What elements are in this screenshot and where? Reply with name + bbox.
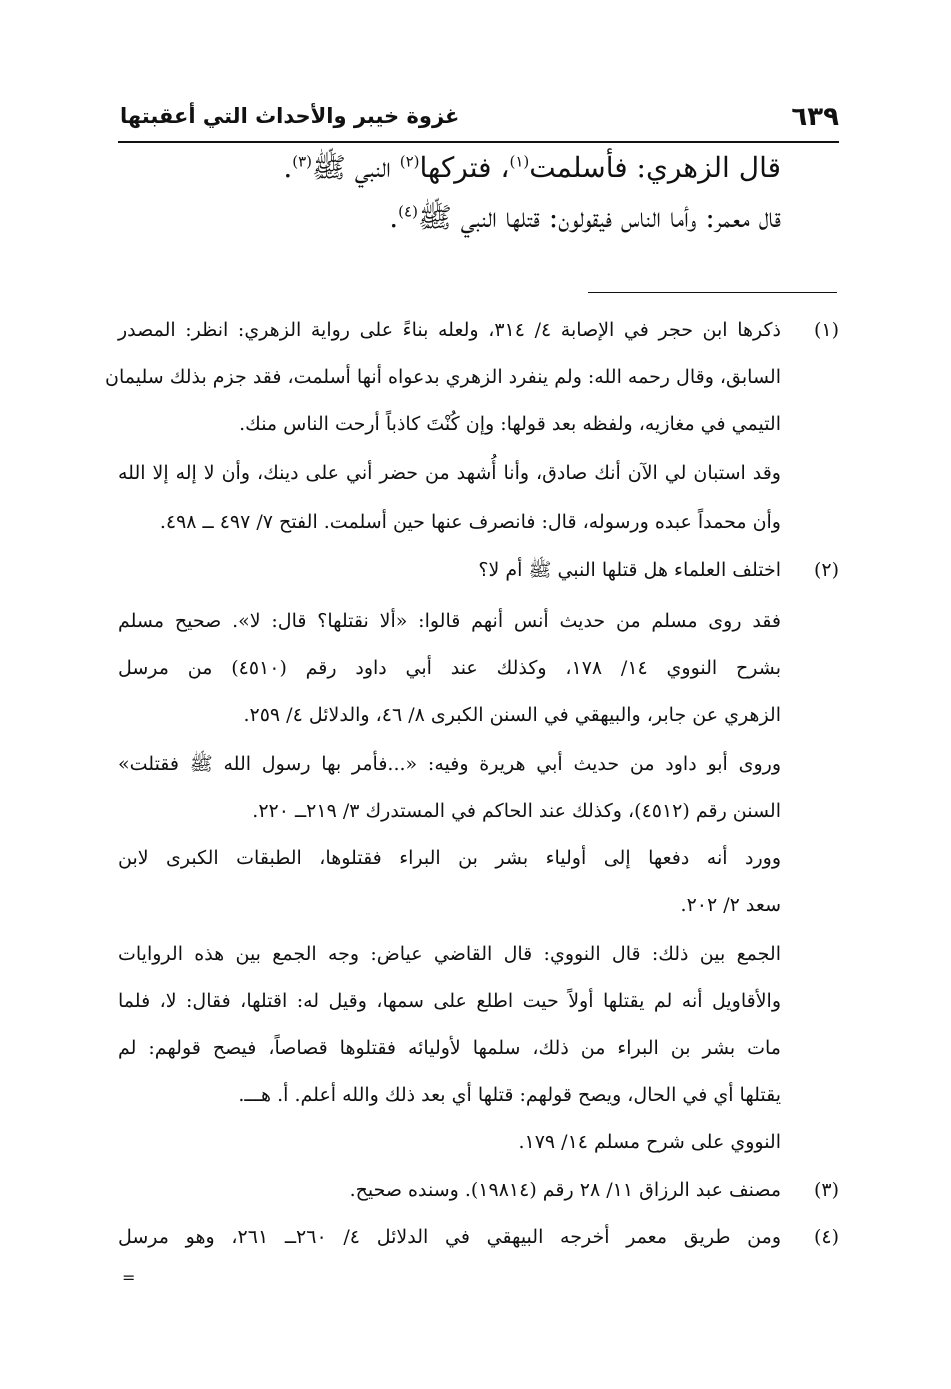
footnote-line: النووي على شرح مسلم ١٤/ ١٧٩. [518, 1131, 781, 1153]
footnote-line: ذكرها ابن حجر في الإصابة ٤/ ٣١٤، ولعله بناءً على رواية الزهري: انظر: المصدر [118, 319, 781, 341]
running-title: غزوة خيبر والأحداث التي أعقبتها [120, 104, 460, 128]
footnote-line: ومن طريق معمر أخرجه البيهقي في الدلائل ٤/ ٢٦٠ــ ٢٦١، وهو مرسل [118, 1226, 781, 1248]
footnote-line: سعد ٢/ ٢٠٢. [680, 894, 781, 916]
footnote-ref-3[interactable]: (٣) [292, 152, 312, 171]
footnote-ref-4[interactable]: (٤) [398, 202, 418, 221]
footnote-ref-1[interactable]: (١) [509, 152, 530, 171]
footnote-line: مات بشر بن البراء من ذلك، سلمها لأوليائه فقتلوها قصاصاً، فيصح قولهم: لم [118, 1037, 781, 1059]
footnote-separator [588, 292, 837, 293]
footnote-line: وأن محمداً عبده ورسوله، قال: فانصرف عنها حين أسلمت. الفتح ٧/ ٤٩٧ ــ ٤٩٨. [159, 511, 781, 533]
footnote-line: وروى أبو داود من حديث أبي هريرة وفيه: «...فأمر بها رسول الله ﷺ فقتلت» [118, 753, 781, 775]
footnote-line: بشرح النووي ١٤/ ١٧٨، وكذلك عند أبي داود رقم (٤٥١٠) من مرسل [118, 657, 781, 679]
footnote-number-3: (٣) [813, 1179, 839, 1201]
footnote-line: والأقاويل أنه لم يقتلها أولاً حيت اطلع على سمها، وقيل له: اقتلها، فقال: لا، فلما [118, 990, 781, 1012]
header-rule [118, 141, 839, 143]
footnote-line: الجمع بين ذلك: قال النووي: قال القاضي عياض: وجه الجمع بين هذه الروايات [118, 943, 781, 965]
footnote-line: مصنف عبد الرزاق ١١/ ٢٨ رقم (١٩٨١٤). وسنده صحيح. [349, 1179, 781, 1201]
footnote-line: فقد روى مسلم من حديث أنس أنهم قالوا: «ألا نقتلها؟ قال: لا». صحيح مسلم [118, 610, 781, 632]
footnote-ref-2[interactable]: (٢) [399, 152, 420, 171]
footnote-number-2: (٢) [813, 559, 839, 581]
footnote-line: التيمي في مغازيه، ولفظه بعد قولها: وإن كُنْتَ كاذباً أرحت الناس منك. [239, 413, 781, 435]
footnote-line: الزهري عن جابر، والبيهقي في السنن الكبرى ٨/ ٤٦، والدلائل ٤/ ٢٥٩. [243, 704, 781, 726]
main-text-line-1: قال الزهري: فأسلمت$^{(١)}$، فتركها$^{(٢)}$ النبي ﷺ$^{(٣)}$. [283, 151, 781, 184]
footnote-number-1: (١) [813, 319, 839, 341]
page-number: ٦٣٩ [791, 102, 839, 132]
footnote-line: اختلف العلماء هل قتلها النبي ﷺ أم لا؟ [478, 559, 781, 581]
footnote-line: وقد استبان لي الآن أنك صادق، وأنا أُشهد من حضر أني على دينك، وأن لا إله إلا الله [118, 462, 781, 484]
footnote-line: وورد أنه دفعها إلى أولياء بشر بن البراء فقتلوها، الطبقات الكبرى لابن [118, 847, 781, 869]
footnote-line: السابق، وقال رحمه الله: ولم ينفرد الزهري بدعواه أنها أسلمت، فقد جزم بذلك سليمان [104, 366, 781, 388]
footnote-line: السنن رقم (٤٥١٢)، وكذلك عند الحاكم في المستدرك ٣/ ٢١٩ــ ٢٢٠. [252, 800, 781, 822]
footnote-line: يقتلها أي في الحال، ويصح قولهم: قتلها أي بعد ذلك والله أعلم. أ. هـــ. [238, 1084, 781, 1106]
footnote-number-4: (٤) [813, 1226, 839, 1248]
main-text-line-2: قال معمر: وأما الناس فيقولون: قتلها النبي ﷺ$^{(٤)}$. [389, 201, 781, 234]
continuation-mark: = [122, 1268, 136, 1287]
